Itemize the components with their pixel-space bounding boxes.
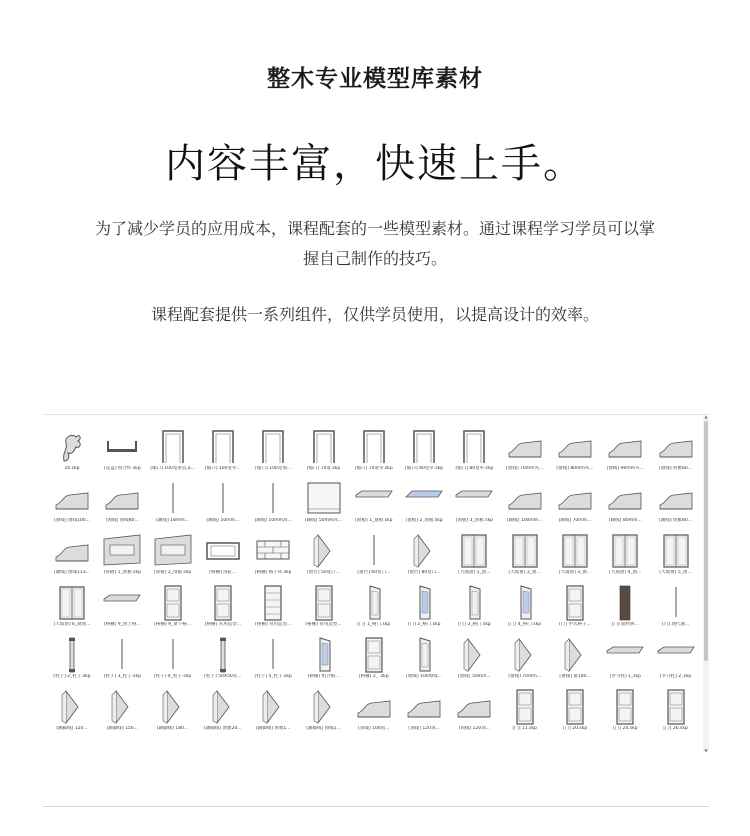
model-file-name: [格栅] 组合格... [307, 674, 340, 679]
model-thumbnail-icon [454, 531, 494, 569]
model-file-item[interactable] [198, 683, 248, 735]
model-thumbnail-icon [52, 687, 92, 725]
model-file-item[interactable] [198, 631, 248, 683]
model-file-item[interactable] [97, 631, 147, 683]
model-file-name: [大玻窗] 4_窗... [609, 570, 642, 575]
model-file-item[interactable] [349, 527, 399, 579]
model-file-item[interactable] [449, 631, 499, 683]
model-thumbnail-icon [454, 427, 494, 465]
model-thumbnail-icon [605, 479, 645, 517]
model-file-item[interactable] [651, 475, 699, 527]
model-file-item[interactable] [399, 631, 449, 683]
model-thumbnail-icon [555, 635, 595, 673]
model-file-name: [窗台] 80宽口... [407, 570, 441, 575]
model-file-item[interactable] [47, 735, 97, 753]
model-file-name: [大玻窗] 3_窗... [558, 570, 592, 575]
model-thumbnail-icon [102, 739, 142, 753]
model-thumbnail-icon [354, 687, 394, 725]
model-file-name: [踢脚线] 120... [56, 726, 88, 731]
model-file-name: [门] 2_格门.skp [407, 622, 441, 627]
model-file-item[interactable] [449, 579, 499, 631]
model-file-name: [窗线] 70mm... [508, 674, 542, 679]
model-file-name: [柱子] 50X50装... [204, 674, 242, 679]
model-thumbnail-icon [454, 635, 494, 673]
model-thumbnail-icon [304, 531, 344, 569]
model-file-item[interactable] [399, 423, 449, 475]
model-file-item[interactable] [148, 579, 198, 631]
model-thumbnail-icon [203, 687, 243, 725]
model-thumbnail-icon [605, 427, 645, 465]
model-file-name: [缩口] 70宽.skp [306, 466, 341, 471]
model-thumbnail-icon [555, 531, 595, 569]
model-thumbnail-icon [656, 739, 696, 753]
model-thumbnail-icon [354, 427, 394, 465]
model-file-item[interactable] [500, 735, 550, 753]
model-thumbnail-icon [404, 479, 444, 517]
model-thumbnail-icon [253, 479, 293, 517]
model-file-name: [窗板] 3_窗板.skp [455, 518, 494, 523]
model-file-name: [窗线] 80mm夹... [556, 466, 594, 471]
model-thumbnail-icon [354, 479, 394, 517]
model-file-name: [门] 现代通... [661, 622, 690, 627]
model-thumbnail-icon [454, 687, 494, 725]
model-file-name: [窗线] 100窗线... [406, 674, 442, 679]
model-file-item[interactable] [600, 735, 650, 753]
model-file-item[interactable] [248, 683, 298, 735]
model-thumbnail-icon [153, 687, 193, 725]
model-file-item[interactable] [449, 527, 499, 579]
model-thumbnail-icon [253, 531, 293, 569]
model-file-item[interactable] [600, 475, 650, 527]
model-thumbnail-icon [304, 583, 344, 621]
model-file-item[interactable] [148, 683, 198, 735]
model-file-item[interactable] [299, 683, 349, 735]
model-thumbnail-icon [505, 479, 545, 517]
model-file-name: [饰板] 2_饰板.skp [153, 570, 192, 575]
model-file-name: [格栅] 9_窗上格... [103, 622, 141, 627]
model-file-name: [顶线] 120顶... [408, 726, 440, 731]
model-file-item[interactable] [47, 475, 97, 527]
model-thumbnail-icon [304, 687, 344, 725]
model-file-name: [大玻窗] 1_窗... [458, 570, 491, 575]
model-file-name: [窗线] 典雅80... [659, 466, 693, 471]
model-file-item[interactable] [299, 631, 349, 683]
model-file-name: [踢线] 100mm... [506, 518, 543, 523]
model-file-item[interactable] [97, 683, 147, 735]
model-file-item[interactable] [97, 735, 147, 753]
model-thumbnail-icon [354, 635, 394, 673]
model-thumbnail-icon [354, 739, 394, 753]
model-file-item[interactable] [600, 683, 650, 735]
model-thumbnail-icon [605, 583, 645, 621]
model-file-item[interactable] [47, 423, 97, 475]
model-file-name: 10.skp [64, 466, 80, 471]
model-file-name: [门] 26.skp [663, 726, 688, 731]
model-file-item[interactable] [97, 475, 147, 527]
model-file-item[interactable] [248, 475, 298, 527]
scroll-down-arrow-icon[interactable]: ▼ [704, 748, 708, 753]
model-file-name: [踢线] 50mm... [206, 518, 240, 523]
model-thumbnail-icon [505, 583, 545, 621]
model-file-item[interactable] [550, 475, 600, 527]
model-thumbnail-icon [605, 635, 645, 673]
model-file-name: [罗马柱] 1_skp [609, 674, 641, 679]
model-file-item[interactable] [550, 631, 600, 683]
model-file-item[interactable] [198, 735, 248, 753]
model-file-item[interactable] [500, 683, 550, 735]
model-file-item[interactable] [148, 527, 198, 579]
scroll-up-arrow-icon[interactable]: ▲ [704, 414, 708, 419]
model-file-item[interactable] [299, 735, 349, 753]
description-primary: 为了减少学员的应用成本，课程配套的一些模型素材。通过课程学习学员可以掌握自己制作的技巧。 [94, 219, 655, 268]
model-file-name: [窗台] 60宽口... [357, 570, 391, 575]
model-thumbnail-icon [304, 427, 344, 465]
model-file-name: [格栅] 2_ .skp [358, 674, 389, 679]
model-file-item[interactable] [248, 579, 298, 631]
model-file-item[interactable] [500, 527, 550, 579]
model-file-name: [窗线] 窗100... [559, 674, 591, 679]
model-file-item[interactable] [651, 631, 699, 683]
model-thumbnail-icon [505, 427, 545, 465]
model-file-name: [窗线] 窗线80... [105, 518, 139, 523]
model-file-item[interactable] [198, 423, 248, 475]
model-thumbnail-icon [203, 479, 243, 517]
model-thumbnail-icon [454, 479, 494, 517]
model-file-item[interactable] [550, 423, 600, 475]
model-file-name: [踢脚线] 窗线1... [306, 726, 341, 731]
model-thumbnail-icon [404, 635, 444, 673]
model-file-name: [窗线] 50mm... [458, 674, 491, 679]
model-file-name: [大玻窗] 2_窗... [508, 570, 541, 575]
model-file-item[interactable] [299, 475, 349, 527]
model-file-item[interactable] [299, 423, 349, 475]
model-file-name: [踢脚线] 典雅20... [204, 726, 242, 731]
model-file-item[interactable] [299, 579, 349, 631]
model-thumbnail-icon [153, 739, 193, 753]
model-thumbnail-icon [203, 531, 243, 569]
model-file-item[interactable] [651, 735, 699, 753]
model-thumbnail-icon [555, 687, 595, 725]
model-library-browser [43, 414, 709, 753]
model-thumbnail-icon [605, 739, 645, 753]
model-thumbnail-icon [555, 479, 595, 517]
model-file-name: [柱子] 4_柱子.skp [153, 674, 192, 679]
model-file-item[interactable] [651, 683, 699, 735]
model-file-name: [踢脚线] 典雅1... [255, 726, 291, 731]
model-file-item[interactable] [97, 423, 147, 475]
model-file-name: [窗板] 2_窗板.skp [405, 518, 443, 523]
model-file-item[interactable] [550, 527, 600, 579]
model-thumbnail-icon [404, 687, 444, 725]
model-thumbnail-icon [656, 427, 696, 465]
model-thumbnail-icon [203, 635, 243, 673]
model-thumbnail-icon [454, 739, 494, 753]
model-thumbnail-icon [354, 531, 394, 569]
model-thumbnail-icon [354, 583, 394, 621]
model-file-name: [踢线] 50mm高... [304, 518, 343, 523]
model-file-name: [踢线] 典雅80... [659, 518, 693, 523]
model-file-name: [柱子] 2_柱子.skp [53, 674, 91, 679]
model-file-item[interactable] [550, 735, 600, 753]
model-thumbnail-icon [52, 479, 92, 517]
model-file-item[interactable] [148, 423, 198, 475]
model-file-item[interactable] [349, 423, 399, 475]
model-thumbnail-icon [304, 635, 344, 673]
model-file-name: [门] 面材拼... [611, 622, 639, 627]
model-file-item[interactable] [399, 475, 449, 527]
model-thumbnail-icon [605, 687, 645, 725]
model-file-item[interactable] [399, 579, 449, 631]
model-file-name: [踢脚线] 150... [106, 726, 138, 731]
model-file-item[interactable] [399, 735, 449, 753]
model-file-item[interactable] [600, 579, 650, 631]
model-thumbnail-icon [52, 583, 92, 621]
model-file-name: [踢线] 窗线113... [54, 570, 90, 575]
bottom-divider [43, 806, 709, 807]
model-file-name: [柱子] 3_柱子.skp [103, 674, 141, 679]
model-file-item[interactable] [399, 683, 449, 735]
model-thumbnail-icon [102, 427, 142, 465]
model-file-name: [缩口] 70宽窄.skp [354, 466, 393, 471]
model-thumbnail-icon [253, 427, 293, 465]
model-thumbnail-icon [656, 479, 696, 517]
model-file-item[interactable] [651, 423, 699, 475]
model-thumbnail-icon [304, 479, 344, 517]
model-file-item[interactable] [349, 579, 399, 631]
model-file-item[interactable] [47, 631, 97, 683]
description-secondary: 课程配套提供一系列组件，仅供学员使用，以提高设计的效率。 [150, 305, 599, 324]
model-thumbnail-icon [153, 427, 193, 465]
model-thumbnail-icon [404, 531, 444, 569]
model-file-name: [缩口] 100宽垂直.a... [150, 466, 195, 471]
model-thumbnail-icon [555, 739, 595, 753]
model-file-item[interactable] [550, 683, 600, 735]
model-file-item[interactable] [600, 423, 650, 475]
model-file-name: [格栅] 浴缸... [209, 570, 237, 575]
model-thumbnail-icon [555, 583, 595, 621]
model-file-item[interactable] [299, 527, 349, 579]
model-file-name: [踢脚线] 180... [156, 726, 189, 731]
model-thumbnail-icon [304, 739, 344, 753]
model-thumbnail-icon [555, 427, 595, 465]
model-file-name: [大玻窗] 5_窗... [659, 570, 692, 575]
model-thumbnail-icon [52, 427, 92, 465]
model-file-name: [窗线] 70mm夹... [506, 466, 544, 471]
model-file-item[interactable] [198, 475, 248, 527]
model-file-item[interactable] [651, 579, 699, 631]
model-file-item[interactable] [47, 527, 97, 579]
model-thumbnail-grid [43, 415, 699, 753]
model-file-item[interactable] [500, 631, 550, 683]
model-file-item[interactable] [449, 423, 499, 475]
model-thumbnail-icon [52, 635, 92, 673]
model-file-name: [格栅] 格子砖.skp [254, 570, 292, 575]
model-file-name: [门] 24.skp [613, 726, 638, 731]
model-file-item[interactable] [349, 683, 399, 735]
model-file-name: [缩口] 100宽加... [255, 466, 292, 471]
model-file-item[interactable] [248, 735, 298, 753]
model-file-item[interactable] [349, 475, 399, 527]
model-thumbnail-icon [102, 479, 142, 517]
headline: 内容丰富，快速上手。 [165, 141, 585, 187]
model-thumbnail-icon [505, 739, 545, 753]
model-file-item[interactable] [449, 735, 499, 753]
model-file-item[interactable] [47, 683, 97, 735]
model-thumbnail-icon [153, 635, 193, 673]
model-thumbnail-icon [52, 531, 92, 569]
page-title: 整木专业模型库素材 [267, 66, 483, 92]
model-file-name: [门] 4_格门.skp [508, 622, 542, 627]
model-file-name: [缩口] 100宽窄... [204, 466, 241, 471]
model-file-name: [踢线] 18mm... [156, 518, 189, 523]
model-file-name: [顶线] 120顶... [458, 726, 491, 731]
model-file-name: [门] 中式格子... [559, 622, 591, 627]
model-file-item[interactable] [148, 631, 198, 683]
model-file-item[interactable] [148, 475, 198, 527]
model-file-name: [花盒] 组合杆.skp [103, 466, 141, 471]
model-thumbnail-icon [404, 739, 444, 753]
model-thumbnail-icon [102, 635, 142, 673]
model-file-item[interactable] [248, 423, 298, 475]
model-file-item[interactable] [97, 527, 147, 579]
model-file-name: [柱子] 5_柱子.skp [254, 674, 292, 679]
model-file-name: [罗马柱] 2_skp [659, 674, 692, 679]
model-file-name: [窗台] 50宽口... [307, 570, 340, 575]
vertical-scrollbar[interactable] [703, 414, 709, 753]
model-file-item[interactable] [349, 735, 399, 753]
model-file-name: [格栅] 常用造型... [305, 622, 342, 627]
model-file-item[interactable] [198, 527, 248, 579]
model-file-item[interactable] [500, 579, 550, 631]
model-file-name: [踢线] 50mm高... [254, 518, 292, 523]
model-file-item[interactable] [349, 631, 399, 683]
model-thumbnail-icon [253, 739, 293, 753]
model-thumbnail-icon [656, 531, 696, 569]
model-file-item[interactable] [449, 683, 499, 735]
model-thumbnail-icon [404, 427, 444, 465]
model-file-name: [门] 11.skp [512, 726, 537, 731]
model-file-name: [窗板] 1_窗板.skp [355, 518, 393, 523]
model-file-name: [踢线] 80mm... [608, 518, 642, 523]
model-file-item[interactable] [600, 527, 650, 579]
model-file-name: [踢线] 70mm... [558, 518, 592, 523]
model-file-item[interactable] [198, 579, 248, 631]
model-file-item[interactable] [47, 579, 97, 631]
model-thumbnail-icon [153, 583, 193, 621]
model-file-item[interactable] [449, 475, 499, 527]
model-thumbnail-icon [656, 583, 696, 621]
model-thumbnail-icon [253, 687, 293, 725]
model-file-name: [窗线] 窗线100... [54, 518, 90, 523]
model-thumbnail-icon [52, 739, 92, 753]
model-file-item[interactable] [550, 579, 600, 631]
model-thumbnail-icon [404, 583, 444, 621]
model-thumbnail-icon [203, 427, 243, 465]
model-thumbnail-icon [656, 687, 696, 725]
model-file-name: [格栅] 常用造型... [255, 622, 292, 627]
model-thumbnail-icon [505, 531, 545, 569]
model-thumbnail-icon [153, 531, 193, 569]
model-file-name: [大玻窗] 6_窗窗... [53, 622, 91, 627]
model-file-item[interactable] [248, 527, 298, 579]
model-file-name: [缩口] 80宽窄.skp [405, 466, 444, 471]
model-file-name: [顶线] 100顶... [358, 726, 390, 731]
model-file-name: [缩口] 80宽窄.skp [455, 466, 494, 471]
model-thumbnail-icon [454, 583, 494, 621]
model-file-name: [门] 3_格门.skp [457, 622, 491, 627]
model-file-name: [门] 1_格门.skp [357, 622, 391, 627]
model-file-item[interactable] [500, 423, 550, 475]
scroll-thumb[interactable] [704, 421, 708, 661]
model-thumbnail-icon [102, 583, 142, 621]
model-file-name: [饰板] 1_饰板.skp [103, 570, 141, 575]
model-thumbnail-icon [505, 687, 545, 725]
model-thumbnail-icon [203, 739, 243, 753]
model-thumbnail-icon [656, 635, 696, 673]
model-file-item[interactable] [500, 475, 550, 527]
model-thumbnail-icon [253, 635, 293, 673]
model-file-name: [窗线] 90mm夹... [606, 466, 644, 471]
model-thumbnail-icon [253, 583, 293, 621]
model-file-name: [格栅] 9_窗下格... [154, 622, 192, 627]
model-thumbnail-icon [102, 687, 142, 725]
model-file-item[interactable] [248, 631, 298, 683]
model-file-item[interactable] [97, 579, 147, 631]
model-file-item[interactable] [399, 527, 449, 579]
model-thumbnail-icon [102, 531, 142, 569]
model-file-name: [格栅] 常用造型... [204, 622, 241, 627]
model-thumbnail-icon [203, 583, 243, 621]
model-file-name: [门] 20.skp [562, 726, 588, 731]
model-thumbnail-icon [153, 479, 193, 517]
model-thumbnail-icon [605, 531, 645, 569]
model-file-item[interactable] [651, 527, 699, 579]
model-file-item[interactable] [148, 735, 198, 753]
model-file-item[interactable] [600, 631, 650, 683]
model-thumbnail-icon [505, 635, 545, 673]
